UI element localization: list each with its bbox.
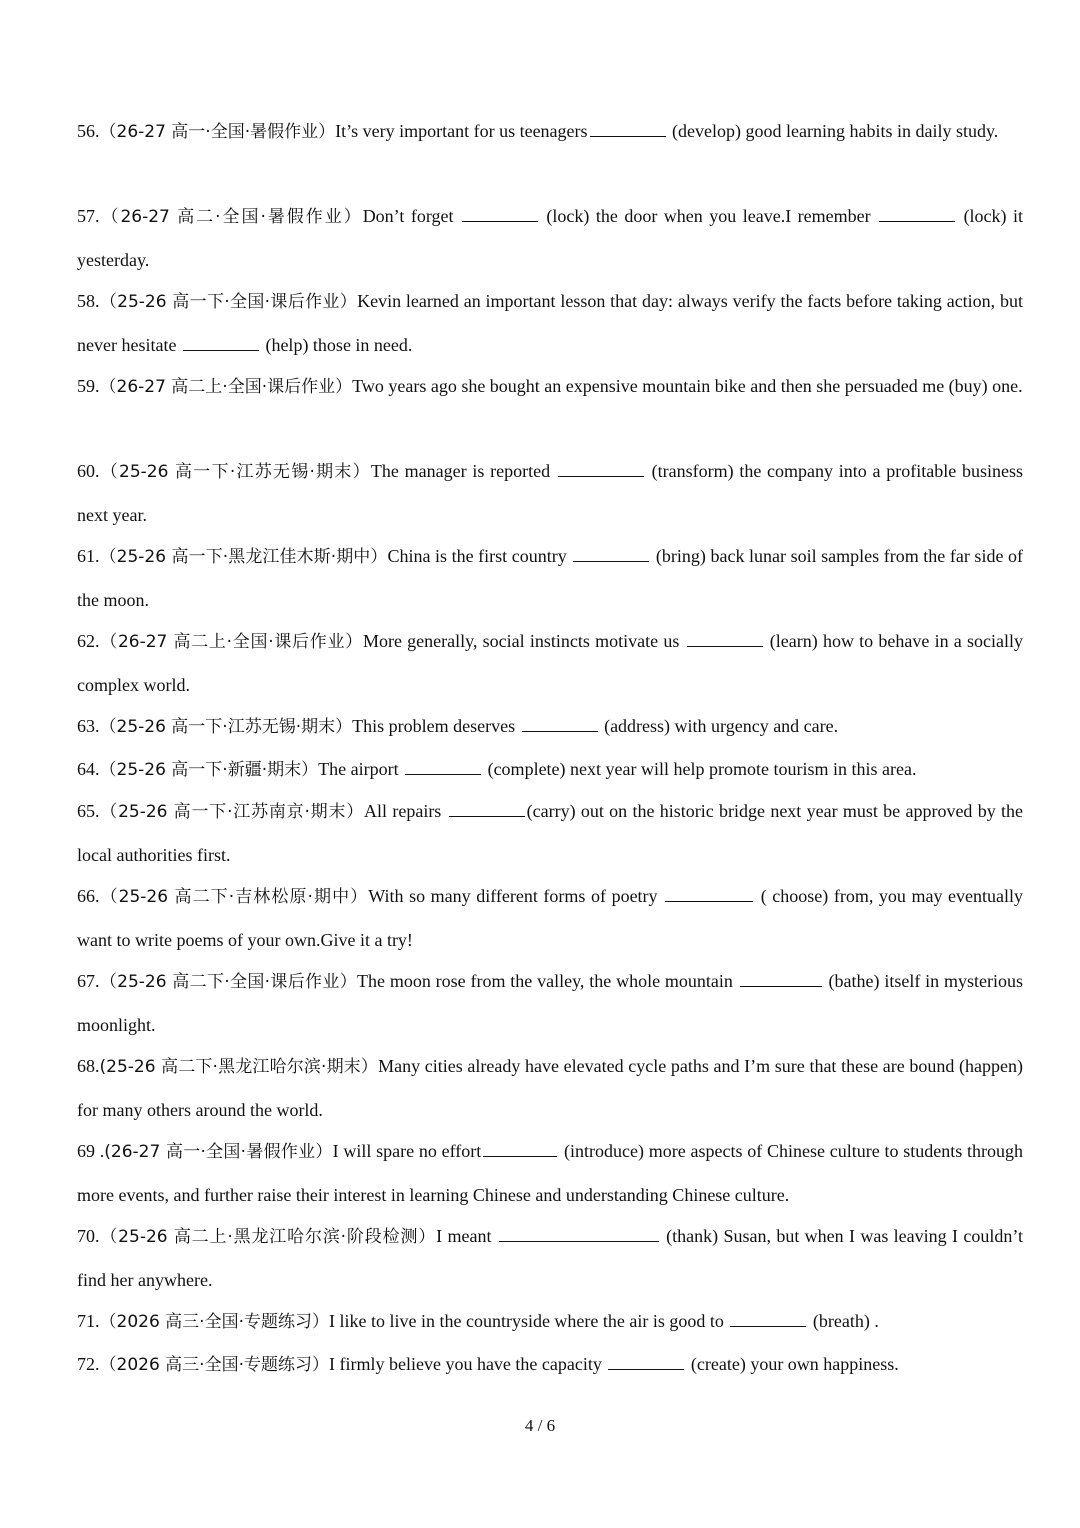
question-number: 58. <box>77 291 100 311</box>
question-item <box>77 1045 1023 1131</box>
question-text: This problem deserves <box>352 716 520 736</box>
question-text: (create) your own happiness. <box>686 1354 899 1374</box>
question-number: 72. <box>77 1354 100 1374</box>
question-item <box>77 280 1023 366</box>
question-source: （25-26 高一下·新疆·期末） <box>99 760 319 780</box>
question-source: （25-26 高一下·黑龙江佳木斯·期中） <box>99 547 388 567</box>
question-text: The manager is reported <box>370 461 556 481</box>
answer-blank[interactable] <box>522 715 598 732</box>
question-text: Kevin learned an important lesson that day: always verify the facts before taking action, but never hesitate <box>77 291 1024 355</box>
question-item <box>77 195 1023 281</box>
question-number: 60. <box>77 461 100 481</box>
question-source: （25-26 高一下·全国·课后作业） <box>99 292 358 312</box>
answer-blank[interactable] <box>405 758 481 775</box>
question-source: （25-26 高二下·吉林松原·期中） <box>99 887 369 907</box>
question-number: 69 . <box>77 1141 105 1161</box>
question-item <box>77 1300 1023 1344</box>
answer-blank[interactable] <box>183 334 259 351</box>
question-number: 64. <box>77 759 100 779</box>
question-source: （26-27 高二·全国·暑假作业） <box>99 207 363 227</box>
question-text: Two years ago she bought an expensive mountain bike and then she persuaded me (buy) one. <box>352 376 1023 396</box>
question-source: （25-26 高二下·全国·课后作业） <box>99 972 358 992</box>
question-text: (learn) how to behave in a socially complex world. <box>77 631 1024 695</box>
question-text: (carry) out on the historic bridge next year must be approved by the local authorities first. <box>77 801 1024 865</box>
question-text: (bathe) itself in mysterious moonlight. <box>77 971 1023 1035</box>
question-item <box>77 960 1023 1046</box>
question-text: (complete) next year will help promote tourism in this area. <box>483 759 917 779</box>
answer-blank[interactable] <box>730 1310 806 1327</box>
question-text: (help) those in need. <box>260 334 413 355</box>
question-text: Many cities already have elevated cycle paths and I’m sure that these are bound (happen) for many others around the world. <box>77 1056 1023 1120</box>
question-number: 67. <box>77 971 100 991</box>
answer-blank[interactable] <box>449 800 525 817</box>
answer-blank[interactable] <box>665 885 753 902</box>
question-number: 61. <box>77 546 100 566</box>
answer-blank[interactable] <box>483 1140 557 1157</box>
answer-blank[interactable] <box>740 970 822 987</box>
question-text: More generally, social instincts motivate us <box>362 631 685 651</box>
answer-blank[interactable] <box>573 545 649 562</box>
question-item <box>77 748 1023 792</box>
question-text: (introduce) more aspects of Chinese culture to students through more events, and further raise their interest in learning Chinese and understanding Chinese culture. <box>77 1141 1024 1205</box>
question-number: 63. <box>77 716 100 736</box>
question-number: 65. <box>77 801 100 821</box>
question-text: (lock) it yesterday. <box>77 206 1024 270</box>
question-text: (transform) the company into a profitable business next year. <box>77 461 1024 525</box>
question-source: （26-27 高一·全国·暑假作业） <box>99 122 336 142</box>
question-text: The moon rose from the valley, the whole mountain <box>357 971 738 991</box>
question-number: 66. <box>77 886 100 906</box>
question-source: （26-27 高二上·全国·课后作业） <box>99 632 363 652</box>
question-text: (develop) good learning habits in daily study. <box>667 121 999 141</box>
question-number: 68. <box>77 1056 100 1076</box>
question-source: （2026 高三·全国·专题练习） <box>99 1355 329 1375</box>
question-item <box>77 1343 1023 1387</box>
question-source: （25-26 高一下·江苏南京·期末） <box>99 802 365 822</box>
question-source: (26-27 高一·全国·暑假作业） <box>104 1142 333 1162</box>
question-item <box>77 535 1023 621</box>
question-item <box>77 1215 1023 1301</box>
question-text: I will spare no effort <box>332 1141 482 1161</box>
question-number: 59. <box>77 376 100 396</box>
question-item <box>77 875 1023 961</box>
answer-blank[interactable] <box>590 120 666 137</box>
question-text: With so many different forms of poetry <box>368 886 664 906</box>
question-number: 62. <box>77 631 100 651</box>
question-text: ( choose) from, you may eventually want to write poems of your own.Give it a try! <box>77 886 1024 950</box>
question-number: 71. <box>77 1311 100 1331</box>
question-item <box>77 620 1023 706</box>
question-text: The airport <box>318 759 404 779</box>
question-item <box>77 705 1023 749</box>
answer-blank[interactable] <box>499 1225 659 1242</box>
question-item <box>77 1130 1023 1216</box>
question-source: (25-26 高二下·黑龙江哈尔滨·期末） <box>99 1057 379 1077</box>
question-number: 70. <box>77 1226 100 1246</box>
answer-blank[interactable] <box>608 1353 684 1370</box>
question-text: It’s very important for us teenagers <box>335 121 588 141</box>
question-text: All repairs <box>364 801 447 821</box>
question-source: （25-26 高二上·黑龙江哈尔滨·阶段检测） <box>99 1227 437 1247</box>
question-text: (thank) Susan, but when I was leaving I couldn’t find her anywhere. <box>77 1226 1023 1290</box>
question-number: 57. <box>77 206 100 226</box>
question-source: （25-26 高一下·江苏无锡·期末） <box>99 462 371 482</box>
question-text: I firmly believe you have the capacity <box>328 1354 607 1374</box>
question-item <box>77 450 1023 536</box>
question-item <box>77 790 1023 876</box>
question-text: (address) with urgency and care. <box>599 716 839 736</box>
question-number: 56. <box>77 121 100 141</box>
answer-blank[interactable] <box>462 205 538 222</box>
question-source: （25-26 高一下·江苏无锡·期末） <box>99 717 353 737</box>
question-source: （2026 高三·全国·专题练习） <box>99 1312 329 1332</box>
question-item <box>77 365 1023 409</box>
question-text: (lock) the door when you leave.I remember <box>539 206 878 226</box>
question-text: I like to live in the countryside where the air is good to <box>328 1311 729 1331</box>
question-text: China is the first country <box>387 546 572 566</box>
question-item <box>77 110 1023 154</box>
question-text: (bring) back lunar soil samples from the far side of the moon. <box>77 546 1024 610</box>
question-text: Don’t forget <box>362 206 460 226</box>
answer-blank[interactable] <box>687 630 763 647</box>
answer-blank[interactable] <box>879 205 955 222</box>
question-text: (breath) . <box>808 1311 879 1331</box>
answer-blank[interactable] <box>558 460 644 477</box>
question-source: （26-27 高二上·全国·课后作业） <box>99 377 353 397</box>
page-number: 4 / 6 <box>524 1416 556 1435</box>
question-text: I meant <box>436 1226 497 1246</box>
